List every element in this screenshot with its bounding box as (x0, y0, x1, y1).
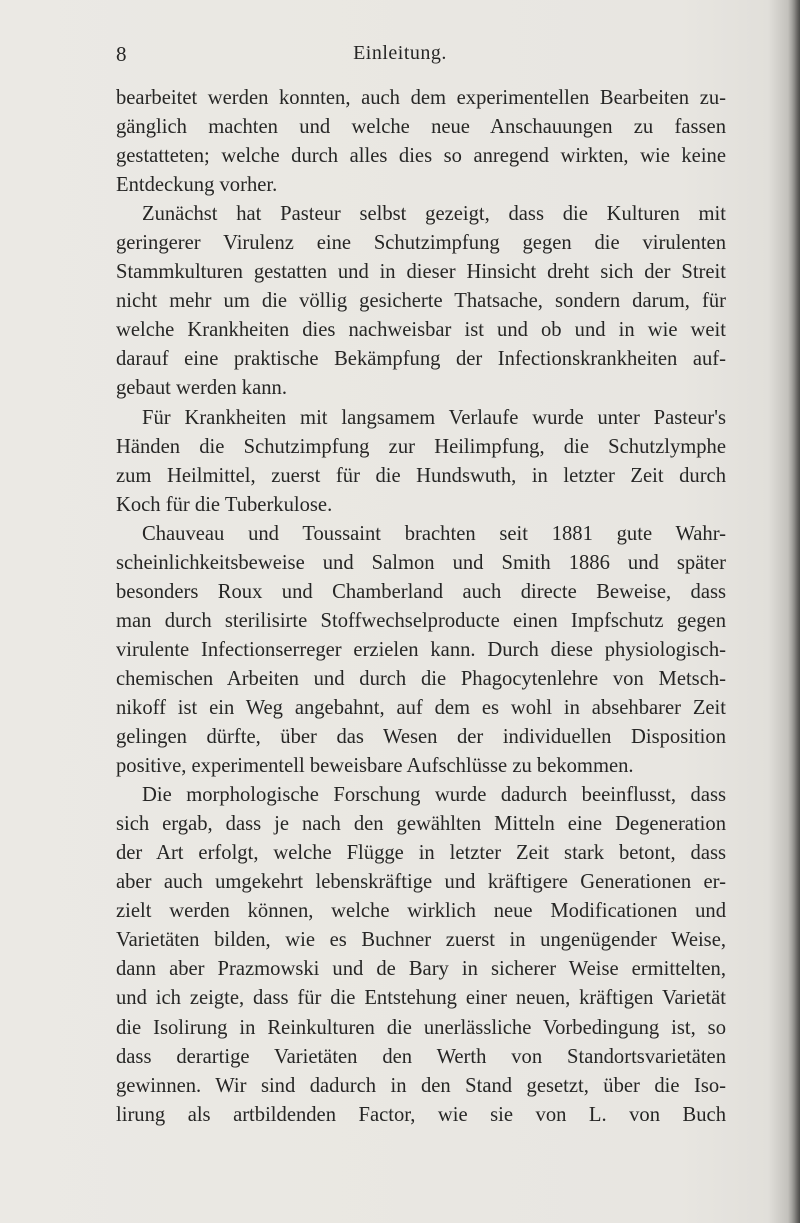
running-title: Einleitung. (353, 42, 447, 64)
text-line: gewinnen. Wir sind dadurch in den Stand gesetzt, über die Iso- (116, 1074, 726, 1097)
page-number: 8 (116, 42, 127, 66)
text-line: zielt werden können, welche wirklich neue Modificationen und (116, 900, 726, 923)
text-line: nicht mehr um die völlig gesicherte Thatsache, sondern darum, für (116, 290, 726, 313)
text-line: darauf eine praktische Bekämpfung der Infectionskrankheiten auf- (116, 348, 726, 371)
text-line: Zunächst hat Pasteur selbst gezeigt, dass die Kulturen mit (142, 203, 726, 226)
text-line: gestatteten; welche durch alles dies so anregend wirkten, wie keine (116, 145, 726, 168)
text-line: Chauveau und Toussaint brachten seit 1881 gute Wahr- (142, 522, 726, 545)
body-text (116, 84, 726, 1130)
page-header (0, 42, 800, 72)
text-line: positive, experimentell beweisbare Aufschlüsse zu bekommen. (116, 755, 634, 778)
text-line: dass derartige Varietäten den Werth von Standortsvarietäten (116, 1045, 726, 1068)
text-line: gelingen dürfte, über das Wesen der individuellen Disposition (116, 726, 726, 749)
text-line: und ich zeigte, dass für die Entstehung einer neuen, kräftigen Varietät (116, 987, 726, 1010)
text-line: zum Heilmittel, zuerst für die Hundswuth, in letzter Zeit durch (116, 464, 726, 487)
text-line: gänglich machten und welche neue Anschauungen zu fassen (116, 116, 726, 139)
text-line: man durch sterilisirte Stoffwechselproducte einen Impfschutz gegen (116, 609, 726, 632)
text-line: nikoff ist ein Weg angebahnt, auf dem es wohl in absehbarer Zeit (116, 696, 726, 719)
text-line: gebaut werden kann. (116, 377, 287, 400)
text-line: Händen die Schutzimpfung zur Heilimpfung, die Schutzlymphe (116, 435, 726, 458)
text-line: die Isolirung in Reinkulturen die unerlässliche Vorbedingung ist, so (116, 1016, 726, 1039)
text-line: Die morphologische Forschung wurde dadurch beeinflusst, dass (142, 784, 726, 807)
page-edge-shadow (788, 0, 800, 1223)
text-line: Varietäten bilden, wie es Buchner zuerst in ungenügender Weise, (116, 929, 726, 952)
text-line: Stammkulturen gestatten und in dieser Hinsicht dreht sich der Streit (116, 261, 726, 284)
text-line: scheinlichkeitsbeweise und Salmon und Smith 1886 und später (116, 551, 726, 574)
text-line: welche Krankheiten dies nachweisbar ist und ob und in wie weit (116, 319, 726, 342)
text-line: der Art erfolgt, welche Flügge in letzter Zeit stark betont, dass (116, 842, 726, 865)
text-line: lirung als artbildenden Factor, wie sie von L. von Buch (116, 1103, 726, 1126)
text-line: Koch für die Tuberkulose. (116, 493, 333, 516)
text-line: Entdeckung vorher. (116, 174, 278, 197)
text-line: geringerer Virulenz eine Schutzimpfung gegen die virulenten (116, 232, 726, 255)
text-line: Für Krankheiten mit langsamem Verlaufe wurde unter Pasteur's (142, 406, 726, 429)
text-line: besonders Roux und Chamberland auch directe Beweise, dass (116, 580, 726, 603)
text-line: virulente Infectionserreger erzielen kann. Durch diese physiologisch- (116, 638, 726, 661)
text-line: chemischen Arbeiten und durch die Phagocytenlehre von Metsch- (116, 667, 726, 690)
text-line: sich ergab, dass je nach den gewählten Mitteln eine Degeneration (116, 813, 726, 836)
text-line: bearbeitet werden konnten, auch dem experimentellen Bearbeiten zu- (116, 87, 726, 109)
text-line: dann aber Prazmowski und de Bary in sicherer Weise ermittelten, (116, 958, 726, 981)
text-line: aber auch umgekehrt lebenskräftige und kräftigere Generationen er- (116, 871, 726, 894)
